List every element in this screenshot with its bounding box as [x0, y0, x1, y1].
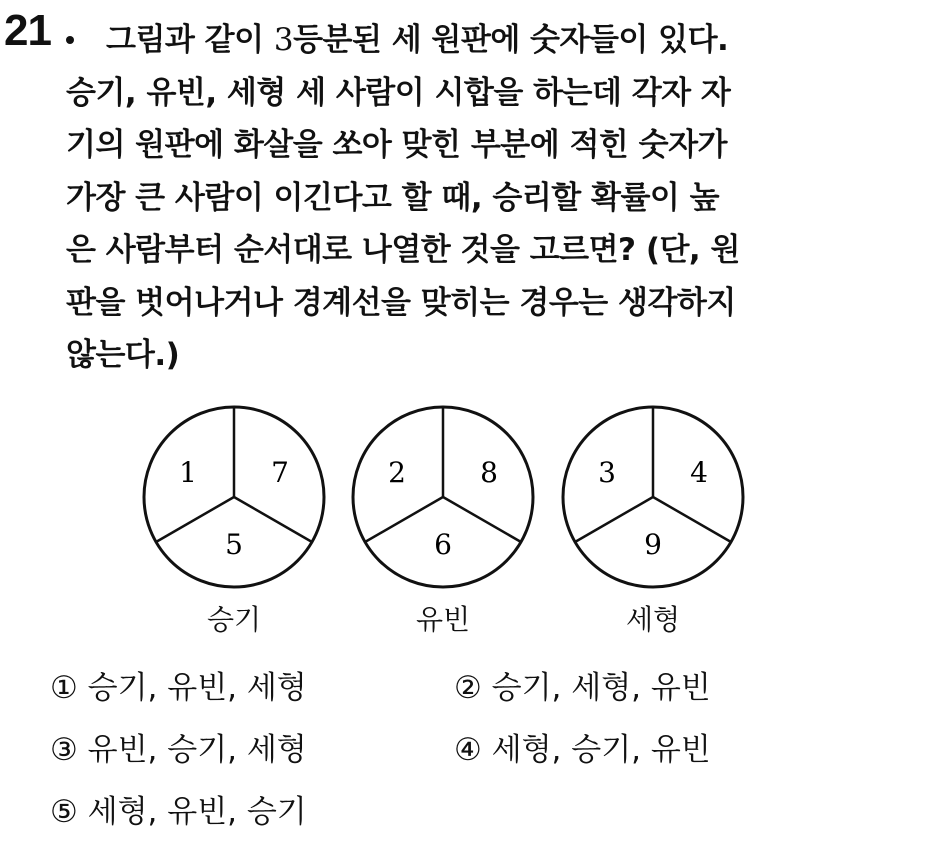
- choice-5[interactable]: [50, 786, 307, 831]
- board-label-seunggi: 승기: [206, 603, 262, 636]
- question-stem: [66, 14, 866, 382]
- dartboard-seunggi: [144, 407, 324, 587]
- sector-top-left-value: 1: [179, 456, 197, 489]
- board-label-sehyeong: 세형: [625, 603, 681, 636]
- sector-top-left-value: 2: [388, 456, 406, 489]
- choice-text: 세형, 유빈, 승기: [87, 794, 307, 830]
- stem-line-7: 않는다.): [66, 337, 180, 373]
- choice-mark: ③: [50, 732, 78, 768]
- choice-mark: ②: [454, 670, 482, 706]
- stem-line-2: 승기, 유빈, 세형 세 사람이 시합을 하는데 각자 자: [66, 74, 731, 111]
- choice-3[interactable]: [50, 724, 307, 769]
- sector-top-right-value: 7: [271, 456, 289, 489]
- dartboard-sehyeong: [563, 407, 743, 587]
- stem-line-3: 기의 원판에 화살을 쏘아 맞힌 부분에 적힌 숫자가: [66, 127, 727, 163]
- choice-1[interactable]: [50, 662, 307, 707]
- stem-line-1b: 등분된 세 원판에 숫자들이 있다.: [293, 22, 729, 58]
- stem-line-6: 판을 벗어나거나 경계선을 맞히는 경우는 생각하지: [66, 284, 736, 321]
- choice-text: 유빈, 승기, 세형: [87, 732, 307, 768]
- stem-line-4: 가장 큰 사람이 이긴다고 할 때, 승리할 확률이 높: [66, 179, 720, 216]
- sector-top-right-value: 8: [480, 456, 498, 489]
- sector-top-left-value: 3: [598, 456, 616, 489]
- choice-text: 세형, 승기, 유빈: [491, 732, 711, 768]
- choice-mark: ⑤: [50, 794, 78, 830]
- choice-mark: ①: [50, 670, 78, 706]
- sector-bottom-value: 6: [434, 528, 452, 561]
- question-number: 21: [4, 6, 51, 55]
- choice-mark: ④: [454, 732, 482, 768]
- choice-4[interactable]: [454, 724, 711, 769]
- stem-line-5: 은 사람부터 순서대로 나열한 것을 고르면? (단, 원: [66, 232, 740, 268]
- sector-bottom-value: 5: [225, 528, 243, 561]
- choice-2[interactable]: [454, 662, 711, 707]
- choice-text: 승기, 유빈, 세형: [87, 670, 307, 706]
- board-label-yubin: 유빈: [415, 603, 471, 636]
- choice-text: 승기, 세형, 유빈: [491, 670, 711, 706]
- stem-line-1-number: 3: [273, 22, 294, 58]
- dartboard-yubin: [353, 407, 533, 587]
- sector-top-right-value: 4: [690, 456, 708, 489]
- stem-line-1a: 그림과 같이: [106, 22, 274, 58]
- sector-bottom-value: 9: [644, 528, 662, 561]
